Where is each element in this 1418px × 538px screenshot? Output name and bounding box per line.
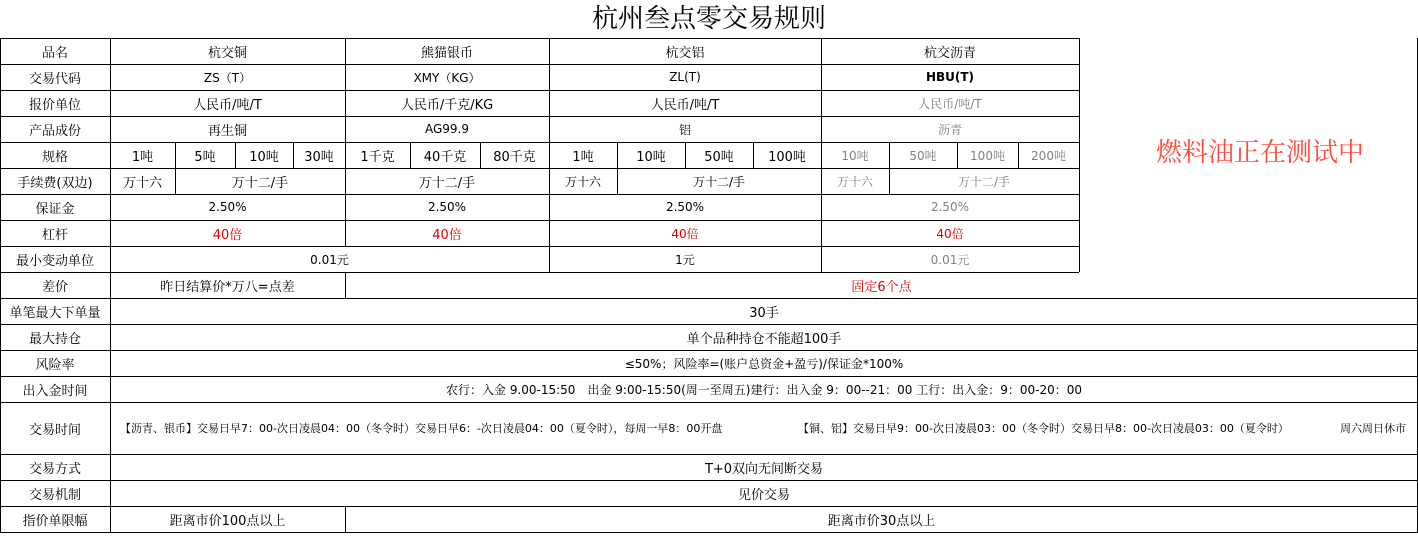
row-label-product-name: 品名 bbox=[41, 45, 68, 61]
others-spread: 固定6个点 bbox=[851, 279, 912, 295]
copper-spread: 昨日结算价*万八=点差 bbox=[160, 279, 295, 295]
max-position-value: 单个品种持仓不能超100手 bbox=[686, 331, 842, 347]
aluminum-leverage: 40倍 bbox=[671, 226, 699, 241]
row-label-method: 交易方式 bbox=[28, 461, 81, 477]
asphalt-leverage: 40倍 bbox=[936, 226, 964, 241]
copper-quote-unit: 人民币/吨/T bbox=[193, 97, 262, 113]
silver-product-name: 熊猫银币 bbox=[420, 45, 473, 61]
aluminum-spec-item: 10吨 bbox=[636, 149, 666, 165]
max-order-value: 30手 bbox=[749, 305, 779, 321]
row-label-spec: 规格 bbox=[41, 149, 68, 165]
asphalt-code: HBU(T) bbox=[925, 70, 975, 84]
copper-code: ZS（T） bbox=[203, 70, 252, 85]
copper-spec-item: 10吨 bbox=[249, 149, 279, 165]
aluminum-quote-unit: 人民币/吨/T bbox=[650, 97, 720, 113]
asphalt-spec-item: 100吨 bbox=[970, 148, 1005, 163]
silver-spec-item: 1千克 bbox=[360, 149, 395, 165]
row-label-max-order: 单笔最大下单量 bbox=[9, 305, 101, 321]
row-label-composition: 产品成份 bbox=[28, 123, 81, 139]
method-value: T+0双向无间断交易 bbox=[704, 461, 824, 477]
row-label-quote-unit: 报价单位 bbox=[28, 97, 81, 113]
trading-time-part1: 【沥青、银币】交易日早7：00-次日凌晨04：00（冬令时）交易日早6：-次日凌晨04：00（夏令时），每周一早8：00开盘 bbox=[120, 422, 723, 435]
aluminum-code: ZL(T) bbox=[669, 70, 701, 84]
asphalt-spec-item: 200吨 bbox=[1031, 148, 1066, 163]
aluminum-product-name: 杭交铝 bbox=[665, 45, 705, 61]
copper-fee-a: 万十六 bbox=[122, 175, 162, 191]
asphalt-composition: 沥青 bbox=[937, 122, 962, 137]
row-label-trading-time: 交易时间 bbox=[28, 422, 81, 438]
copper-limit: 距离市价100点以上 bbox=[169, 513, 286, 529]
trading-time-part3: 周六周日休市 bbox=[1340, 422, 1406, 435]
aluminum-fee-a: 万十六 bbox=[564, 174, 601, 189]
fuel-oil-notice: 燃料油正在测试中 bbox=[1155, 138, 1364, 168]
silver-quote-unit: 人民币/千克/KG bbox=[400, 97, 494, 113]
row-label-max-position: 最大持仓 bbox=[28, 331, 81, 347]
copper-product-name: 杭交铜 bbox=[207, 45, 247, 61]
asphalt-fee-b: 万十二/手 bbox=[957, 174, 1011, 189]
copper-silver-tick: 0.01元 bbox=[310, 252, 349, 267]
silver-composition: AG99.9 bbox=[424, 122, 469, 136]
asphalt-product-name: 杭交沥青 bbox=[923, 45, 976, 61]
others-limit: 距离市价30点以上 bbox=[827, 513, 936, 529]
row-label-code: 交易代码 bbox=[28, 71, 81, 87]
copper-spec-item: 1吨 bbox=[131, 149, 154, 165]
aluminum-spec-item: 50吨 bbox=[704, 149, 734, 165]
silver-margin: 2.50% bbox=[427, 200, 467, 214]
mechanism-value: 见价交易 bbox=[737, 487, 790, 503]
row-label-mechanism: 交易机制 bbox=[28, 487, 81, 503]
aluminum-tick: 1元 bbox=[675, 252, 695, 267]
silver-fee: 万十二/手 bbox=[418, 175, 476, 191]
copper-fee-b: 万十二/手 bbox=[231, 175, 289, 191]
page-title: 杭州叁点零交易规则 bbox=[591, 4, 826, 34]
silver-code: XMY（KG） bbox=[413, 70, 481, 85]
asphalt-spec-item: 50吨 bbox=[909, 148, 937, 163]
copper-spec-item: 30吨 bbox=[304, 149, 334, 165]
silver-spec-item: 80千克 bbox=[493, 149, 536, 165]
aluminum-margin: 2.50% bbox=[665, 200, 705, 214]
row-label-limit: 指价单限幅 bbox=[22, 513, 88, 529]
row-label-risk: 风险率 bbox=[35, 357, 75, 373]
silver-spec-item: 40千克 bbox=[423, 149, 467, 165]
aluminum-spec-item: 100吨 bbox=[768, 149, 806, 165]
aluminum-fee-b: 万十二/手 bbox=[692, 174, 746, 189]
deposit-time-value: 农行：入金 9.00-15:50 出金 9:00-15:50(周一至周五)建行：出入金 9：00--21：00 工行：出入金：9：00-20：00 bbox=[446, 382, 1082, 397]
asphalt-spec-item: 10吨 bbox=[841, 148, 869, 163]
copper-composition: 再生铜 bbox=[207, 123, 247, 139]
asphalt-margin: 2.50% bbox=[930, 200, 970, 214]
row-label-tick: 最小变动单位 bbox=[15, 253, 94, 269]
aluminum-spec-item: 1吨 bbox=[572, 149, 594, 165]
copper-margin: 2.50% bbox=[208, 200, 247, 214]
silver-leverage: 40倍 bbox=[432, 227, 462, 243]
row-label-spread: 差价 bbox=[41, 279, 68, 295]
asphalt-tick: 0.01元 bbox=[930, 252, 970, 267]
row-label-margin: 保证金 bbox=[35, 201, 75, 217]
row-label-leverage: 杠杆 bbox=[41, 227, 68, 243]
copper-leverage: 40倍 bbox=[212, 227, 243, 243]
copper-spec-item: 5吨 bbox=[194, 149, 216, 165]
asphalt-quote-unit: 人民币/吨/T bbox=[918, 96, 982, 111]
row-label-fee: 手续费(双边) bbox=[17, 175, 93, 191]
trading-time-part2: 【铜、铝】交易日早9：00-次日凌晨03：00（冬令时）交易日早8：00-次日凌晨03：00（夏令时） bbox=[798, 422, 1289, 435]
risk-value: ≤50%；风险率=(账户总资金+盈亏)/保证金*100% bbox=[624, 356, 904, 371]
aluminum-composition: 铝 bbox=[678, 122, 691, 137]
row-label-deposit-time: 出入金时间 bbox=[22, 383, 88, 399]
asphalt-fee-a: 万十六 bbox=[836, 174, 873, 189]
